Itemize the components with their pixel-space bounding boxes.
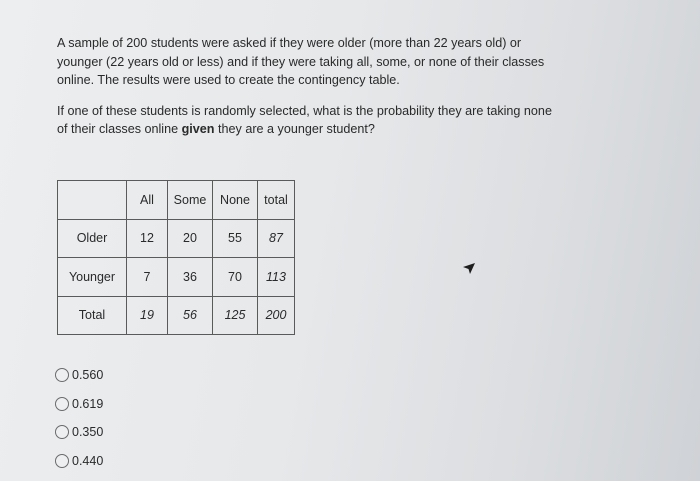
question-ask-end: they are a younger student? — [214, 122, 375, 136]
question-ask-start: If one of these students is randomly selected, what is the probability they are taking none of their classes online — [57, 103, 552, 136]
header-cell-corner — [58, 181, 127, 220]
question-text — [57, 34, 557, 139]
answer-options — [55, 361, 103, 475]
answer-option-2[interactable] — [55, 390, 103, 419]
answer-option-4[interactable] — [55, 447, 103, 476]
row-label-total: Total — [58, 296, 127, 335]
mouse-cursor-icon — [462, 262, 476, 276]
header-cell-total: total — [258, 181, 295, 220]
cell-younger-total: 113 — [258, 258, 295, 297]
radio-button-icon[interactable] — [55, 425, 69, 439]
question-ask-emphasis: given — [181, 122, 215, 136]
radio-button-icon[interactable] — [55, 397, 69, 411]
cell-younger-none: 70 — [213, 258, 258, 297]
question-paragraph-context: A sample of 200 students were asked if they were older (more than 22 years old) or younger (22 years old or less) and if they were taking all, some, or none of their classes online. The results were used to create the contingency table. — [57, 36, 545, 87]
radio-button-icon[interactable] — [55, 368, 69, 382]
header-cell-some: Some — [168, 181, 213, 220]
cell-younger-some: 36 — [168, 258, 213, 297]
cell-older-total: 87 — [258, 219, 295, 258]
answer-option-label: 0.440 — [72, 453, 104, 468]
question-paragraph-ask — [57, 102, 557, 139]
table-header-row — [58, 181, 295, 220]
cell-total-all: 19 — [127, 296, 168, 335]
radio-button-icon[interactable] — [55, 454, 69, 468]
cell-total-none: 125 — [213, 296, 258, 335]
cell-older-all: 12 — [127, 219, 168, 258]
answer-option-label: 0.560 — [72, 368, 104, 383]
answer-option-1[interactable] — [55, 361, 103, 390]
cell-total-total: 200 — [258, 296, 295, 335]
contingency-table — [57, 180, 295, 335]
header-cell-all: All — [127, 181, 168, 220]
cell-total-some: 56 — [168, 296, 213, 335]
answer-option-label: 0.619 — [72, 396, 104, 411]
answer-option-label: 0.350 — [72, 425, 104, 440]
cell-younger-all: 7 — [127, 258, 168, 297]
table-row-younger — [58, 258, 295, 297]
row-label-younger: Younger — [58, 258, 127, 297]
row-label-older: Older — [58, 219, 127, 258]
header-cell-none: None — [213, 181, 258, 220]
answer-option-3[interactable] — [55, 418, 103, 447]
table-row-total — [58, 296, 295, 335]
table-row-older — [58, 219, 295, 258]
cell-older-some: 20 — [168, 219, 213, 258]
cell-older-none: 55 — [213, 219, 258, 258]
